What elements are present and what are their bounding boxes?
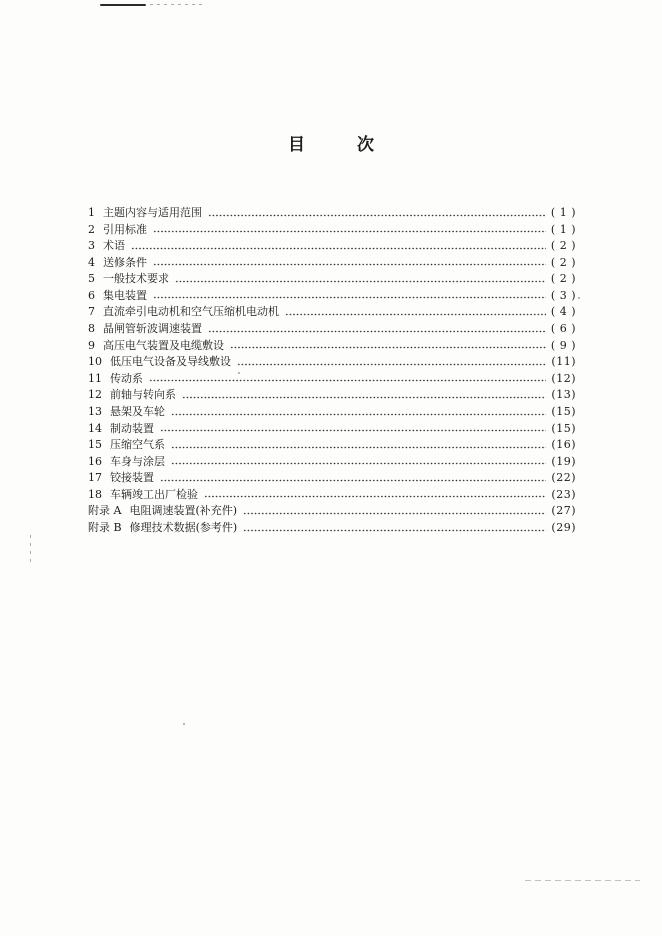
dot-leader bbox=[171, 462, 546, 465]
dot-leader bbox=[243, 529, 546, 532]
entry-title: 集电装置 bbox=[103, 288, 147, 302]
entry-title: 直流牵引电动机和空气压缩机电动机 bbox=[103, 305, 279, 319]
entry-page-number: ( 2 ) bbox=[550, 272, 576, 286]
entry-number: 17 bbox=[88, 471, 102, 485]
dot-leader bbox=[171, 446, 546, 449]
dot-leader bbox=[243, 512, 546, 515]
entry-title: 修理技术数据(参考件) bbox=[129, 520, 238, 534]
scan-mark-bottom bbox=[525, 880, 640, 881]
toc-entry bbox=[86, 387, 576, 404]
entry-title: 电阻调速装置(补充件) bbox=[129, 504, 238, 518]
dot-leader bbox=[285, 313, 546, 316]
scan-speck-left bbox=[30, 535, 31, 565]
toc-entry bbox=[86, 271, 576, 288]
dot-leader bbox=[160, 429, 546, 432]
entry-number: 4 bbox=[88, 255, 95, 269]
entry-number: 9 bbox=[88, 338, 95, 352]
entry-page-number: (27) bbox=[551, 504, 576, 518]
entry-number: 8 bbox=[88, 322, 95, 336]
entry-number: 15 bbox=[88, 438, 102, 452]
entry-page-number: ( 2 ) bbox=[550, 239, 576, 253]
entry-title: 送修条件 bbox=[103, 255, 147, 269]
entry-page-number: ( 9 ) bbox=[550, 338, 576, 352]
toc-entry bbox=[86, 470, 576, 487]
entry-number: 10 bbox=[88, 355, 102, 369]
entry-title: 低压电气设备及导线敷设 bbox=[110, 355, 231, 369]
toc-entry bbox=[86, 255, 576, 272]
toc-entry bbox=[86, 503, 576, 520]
dot-leader bbox=[175, 280, 546, 283]
entry-page-number: (19) bbox=[551, 454, 576, 468]
entry-title: 压缩空气系 bbox=[110, 438, 165, 452]
entry-number: 16 bbox=[88, 454, 102, 468]
entry-title: 一般技术要求 bbox=[103, 272, 169, 286]
entry-page-number: (13) bbox=[551, 388, 576, 402]
entry-page-number: ( 2 ) bbox=[550, 255, 576, 269]
entry-number: 附录 B bbox=[88, 520, 122, 534]
entry-title: 前轴与转向系 bbox=[110, 388, 176, 402]
entry-page-number: ( 1 ) bbox=[550, 222, 576, 236]
dot-leader bbox=[204, 495, 546, 498]
dot-leader bbox=[153, 230, 546, 233]
entry-title: 传动系 bbox=[110, 371, 143, 385]
toc-entry bbox=[86, 338, 576, 355]
entry-number: 18 bbox=[88, 487, 102, 501]
dot-leader bbox=[131, 247, 546, 250]
entry-title: 制动装置 bbox=[110, 421, 154, 435]
scan-mark-top bbox=[100, 4, 146, 6]
entry-page-number: (22) bbox=[551, 471, 576, 485]
entry-number: 附录 A bbox=[88, 504, 122, 518]
toc-entry bbox=[86, 205, 576, 222]
toc-entry bbox=[86, 354, 576, 371]
entry-title: 铰接装置 bbox=[110, 471, 154, 485]
dot-leader bbox=[237, 363, 546, 366]
toc-entry bbox=[86, 454, 576, 471]
dot-leader bbox=[208, 214, 546, 217]
entry-page-number: (15) bbox=[551, 421, 576, 435]
entry-page-number: ( 1 ) bbox=[550, 206, 576, 219]
entry-number: 7 bbox=[88, 305, 95, 319]
entry-page-number: (16) bbox=[551, 438, 576, 452]
entry-title: 悬架及车轮 bbox=[110, 404, 165, 418]
entry-number: 13 bbox=[88, 404, 102, 418]
dot-leader bbox=[182, 396, 546, 399]
toc-entry bbox=[86, 321, 576, 338]
dot-leader bbox=[153, 263, 546, 266]
entry-title: 主题内容与适用范围 bbox=[103, 206, 202, 219]
dot-leader bbox=[171, 413, 546, 416]
entry-title: 晶闸管斩波调速装置 bbox=[103, 322, 202, 336]
toc-entry bbox=[86, 288, 576, 305]
entry-number: 5 bbox=[88, 272, 95, 286]
entry-page-number: ( 3 ) bbox=[550, 288, 576, 302]
toc-entry bbox=[86, 437, 576, 454]
entry-page-number: ( 4 ) bbox=[550, 305, 576, 319]
scan-mark-top-faint bbox=[150, 4, 202, 5]
dot-leader bbox=[153, 296, 546, 299]
entry-number: 11 bbox=[88, 371, 102, 385]
dot-leader bbox=[230, 346, 546, 349]
scan-dot bbox=[183, 723, 185, 725]
entry-page-number: ( 6 ) bbox=[550, 322, 576, 336]
toc-entry bbox=[86, 487, 576, 504]
toc-entry bbox=[86, 371, 576, 388]
entry-title: 术语 bbox=[103, 239, 125, 253]
page-title: 目 次 bbox=[288, 135, 374, 155]
toc-entry bbox=[86, 238, 576, 255]
entry-page-number: (23) bbox=[551, 487, 576, 501]
entry-title: 引用标准 bbox=[103, 222, 147, 236]
entry-title: 车身与涂层 bbox=[110, 454, 165, 468]
table-of-contents bbox=[86, 205, 576, 537]
entry-number: 14 bbox=[88, 421, 102, 435]
dot-leader bbox=[149, 379, 546, 382]
dot-leader bbox=[208, 330, 546, 333]
toc-entry bbox=[86, 520, 576, 537]
scan-dot bbox=[578, 297, 580, 299]
dot-leader bbox=[160, 479, 546, 482]
entry-number: 6 bbox=[88, 288, 95, 302]
entry-page-number: (29) bbox=[551, 520, 576, 534]
toc-entry bbox=[86, 421, 576, 438]
entry-title: 车辆竣工出厂检验 bbox=[110, 487, 198, 501]
toc-entry bbox=[86, 404, 576, 421]
entry-page-number: (15) bbox=[551, 404, 576, 418]
entry-number: 2 bbox=[88, 222, 95, 236]
entry-number: 12 bbox=[88, 388, 102, 402]
toc-entry bbox=[86, 304, 576, 321]
entry-number: 3 bbox=[88, 239, 95, 253]
entry-number: 1 bbox=[88, 206, 95, 219]
toc-entry bbox=[86, 222, 576, 239]
entry-page-number: (12) bbox=[551, 371, 576, 385]
entry-title: 高压电气装置及电缆敷设 bbox=[103, 338, 224, 352]
entry-page-number: (11) bbox=[551, 355, 576, 369]
